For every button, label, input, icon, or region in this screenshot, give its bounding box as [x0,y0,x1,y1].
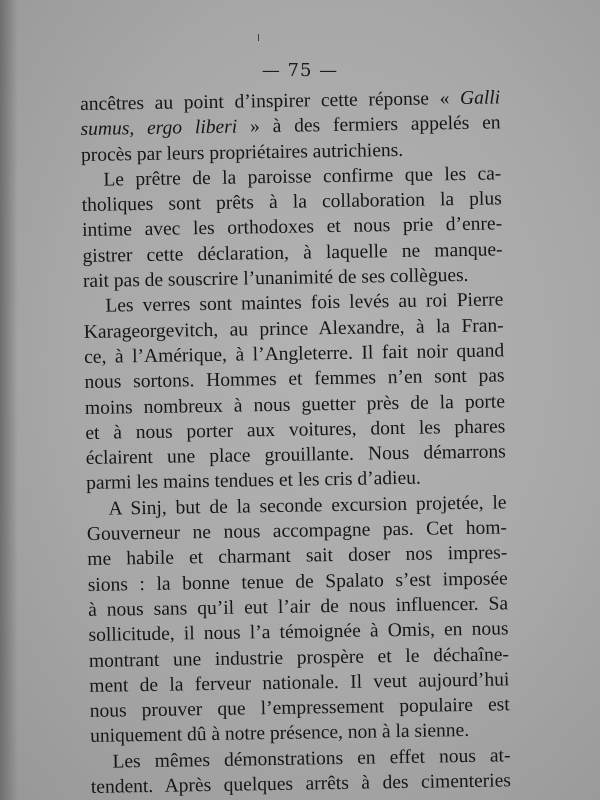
text-line: éclairent une place grouillante. Nous démarrons [85,441,506,470]
scan-mark [258,34,259,41]
text-line: nous sortons. Hommes et femmes n’en sont pas [84,365,505,394]
text-line: sollicitude, il nous l’a témoignée à Omis, en nous [88,618,509,647]
text-line: et à nous porter aux voitures, dont les phares [85,416,506,444]
text-line: ce, à l’Amérique, à l’Angleterre. Il fait noir quand [84,340,505,368]
text-line: à nous sans qu’il eut l’air de nous influencer. Sa [87,593,509,621]
paragraph-start-line: Le prêtre de la paroisse confirme que les ca- [103,163,502,191]
text-line: montrant une industrie prospère et le déchaîne- [88,643,510,672]
text-line: intime avec les orthodoxes et nous prie d’enre- [82,213,503,242]
text-line: gistrer cette déclaration, à laquelle ne manque- [82,239,503,267]
text-line: rait pas de souscrire l’unanimité de ses collègues. [82,265,469,293]
paragraph-start-line: A Sinj, but de la seconde excursion projetée, le [108,492,507,520]
paragraph-start-line: Les verres sont maintes fois levés au roi Pierre [105,289,504,318]
text-line: ment de la ferveur nationale. Il veut aujourd’hui [89,669,510,697]
text-line: me habile et charmant sait doser nos impres- [87,542,508,571]
paragraph-start-line: Les mêmes démonstrations en effet nous at- [112,745,511,773]
body-text [80,85,511,800]
text-line: ancêtres au point d’inspirer cette réponse « Galli [80,87,501,115]
text-line: parmi les mains tendues et les cris d’adieu. [85,468,421,495]
text-line: Karageorgevitch, au prince Alexandre, à la Fran- [83,315,504,343]
page-number: — 75 — [261,60,339,81]
text-line: moins nombreux à nous guetter près de la porte [84,390,506,419]
text-line: tholiques sont prêts à la collaboration la plus [81,188,502,217]
text-line: sions : la bonne tenue de Spalato s’est imposée [87,567,508,596]
text-line: uniquement dû à notre présence, non à la sienne. [89,720,470,748]
gutter-shadow [0,0,18,800]
text-line: tendent. Après quelques arrêts à des cimenteries [90,770,512,798]
text-line: Gouverneur ne nous accompagne pas. Cet hom- [86,517,508,545]
text-line: nous prouver que l’empressement populaire est [89,694,510,723]
text-line: sumus, ergo liberi » à des fermiers appelés en [80,112,501,141]
text-line: procès par leurs propriétaires autrichiens. [80,139,404,166]
